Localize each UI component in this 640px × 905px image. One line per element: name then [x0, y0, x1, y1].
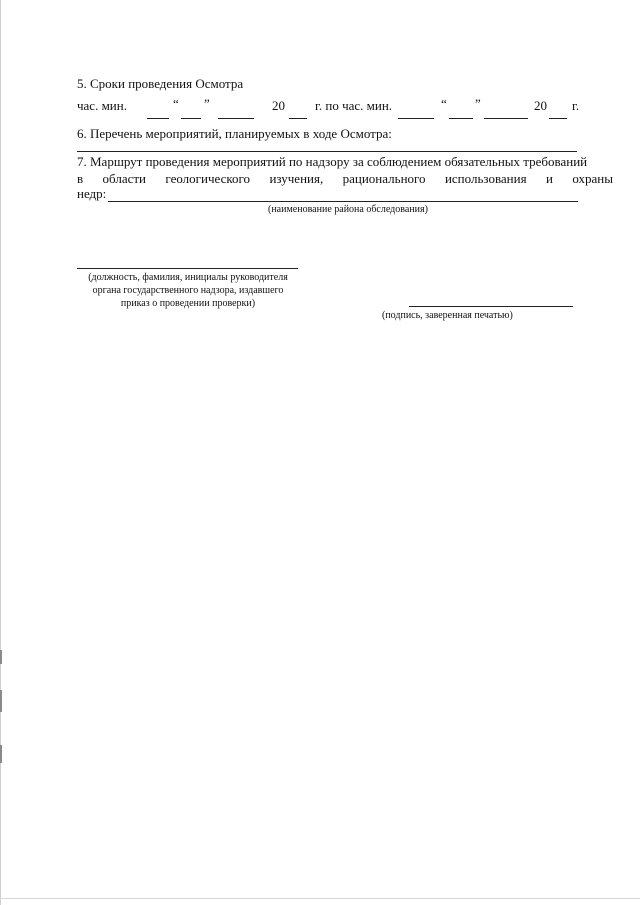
- end-quote-close: ”: [475, 96, 481, 111]
- line-2-word: охраны: [572, 171, 613, 186]
- end-year-blank: [549, 118, 567, 119]
- scan-mark: [0, 690, 2, 712]
- official-caption-line: органа государственного надзора, издавшего: [92, 285, 284, 296]
- scan-mark: [0, 650, 2, 664]
- start-year-prefix: 20: [272, 98, 285, 113]
- start-minute-blank: [181, 118, 201, 119]
- line-2-word: в: [77, 171, 84, 186]
- route-caption: (наименование района обследования): [268, 204, 428, 215]
- end-year-suffix: г.: [572, 98, 580, 113]
- start-year-blank: [289, 118, 307, 119]
- line-2-word: использования: [444, 171, 527, 186]
- end-year-prefix: 20: [534, 98, 547, 113]
- line-2-word: и: [545, 171, 553, 186]
- section-7-line-1: 7. Маршрут проведения мероприятий по надзору за соблюдением обязательных требований: [77, 154, 588, 169]
- official-caption-line: приказ о проведении проверки): [120, 298, 256, 309]
- end-hour-blank: [398, 118, 434, 119]
- line-2-word: изучения,: [269, 171, 324, 186]
- scan-mark: [0, 745, 2, 763]
- section-7-line-3-prefix: недр:: [77, 186, 107, 201]
- page-left-edge: [0, 0, 1, 905]
- measures-list-line: [77, 151, 577, 152]
- start-quote-open: “: [173, 96, 179, 111]
- route-line: [108, 201, 578, 202]
- start-hour-blank: [147, 118, 169, 119]
- section-5-heading: 5. Сроки проведения Осмотра: [77, 76, 244, 91]
- official-line: [77, 268, 298, 269]
- period-separator: г. по час. мин.: [315, 98, 393, 113]
- end-day-month-blank: [484, 118, 528, 119]
- line-2-word: рационального: [342, 171, 426, 186]
- page-bottom-edge: [0, 898, 640, 899]
- signature-line: [409, 306, 573, 307]
- start-day-month-blank: [218, 118, 254, 119]
- line-2-word: геологического: [165, 171, 251, 186]
- signature-caption: (подпись, заверенная печатью): [382, 310, 513, 321]
- line-2-word: области: [102, 171, 147, 186]
- start-quote-close: ”: [204, 96, 210, 111]
- end-minute-blank: [449, 118, 473, 119]
- time-label-start: час. мин.: [77, 98, 127, 113]
- section-7-line-2: [77, 171, 613, 187]
- section-6-heading: 6. Перечень мероприятий, планируемых в ходе Осмотра:: [77, 126, 392, 141]
- official-caption-line: (должность, фамилия, инициалы руководителя: [88, 272, 288, 283]
- end-quote-open: “: [441, 96, 447, 111]
